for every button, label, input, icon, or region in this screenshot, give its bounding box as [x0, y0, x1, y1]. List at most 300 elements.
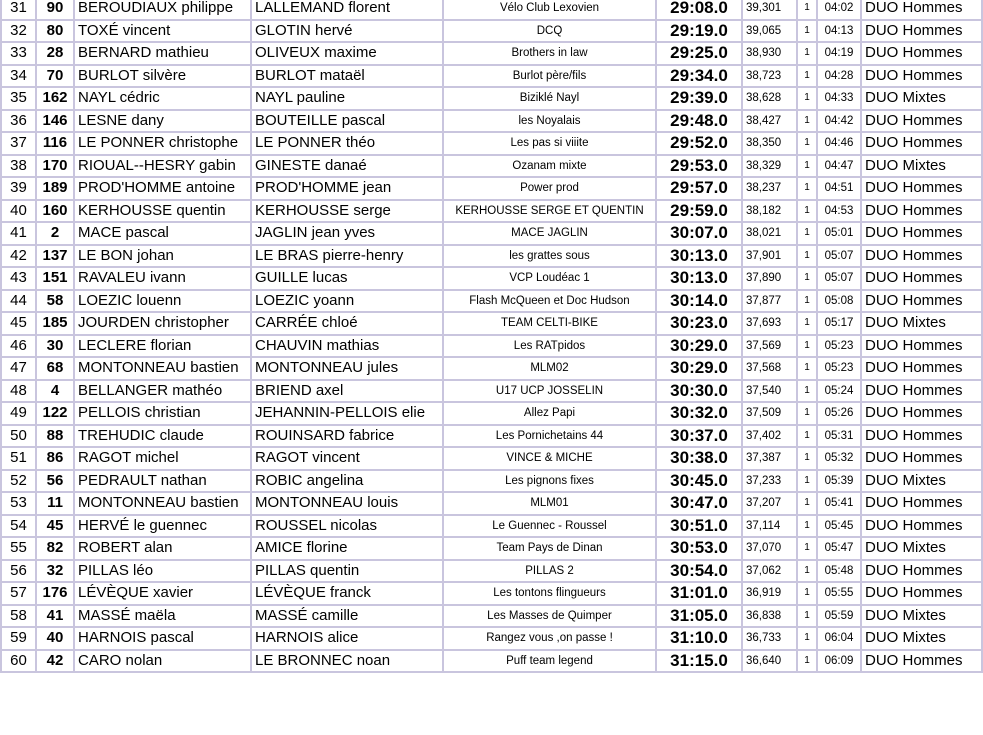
finish-time-cell: 29:25.0	[656, 42, 742, 65]
time-gap-cell: 04:13	[817, 20, 861, 43]
rider-1-name-cell: TREHUDIC claude	[74, 425, 251, 448]
time-gap-cell: 05:17	[817, 312, 861, 335]
count-cell: 1	[797, 267, 817, 290]
rider-1-name-cell: HARNOIS pascal	[74, 627, 251, 650]
bib-number-cell: 146	[36, 110, 74, 133]
time-gap-cell: 06:04	[817, 627, 861, 650]
category-cell: DUO Hommes	[861, 582, 982, 605]
rank-cell: 41	[1, 222, 36, 245]
rider-1-name-cell: TOXÉ vincent	[74, 20, 251, 43]
rank-cell: 49	[1, 402, 36, 425]
finish-time-cell: 29:59.0	[656, 200, 742, 223]
rider-2-name-cell: LÉVÈQUE franck	[251, 582, 443, 605]
rank-cell: 44	[1, 290, 36, 313]
team-name-cell: Allez Papi	[443, 402, 656, 425]
rider-1-name-cell: MONTONNEAU bastien	[74, 492, 251, 515]
time-gap-cell: 05:48	[817, 560, 861, 583]
time-gap-cell: 05:07	[817, 245, 861, 268]
time-gap-cell: 05:39	[817, 470, 861, 493]
team-name-cell: KERHOUSSE SERGE ET QUENTIN	[443, 200, 656, 223]
average-speed-cell: 37,402	[742, 425, 797, 448]
count-cell: 1	[797, 515, 817, 538]
rider-2-name-cell: NAYL pauline	[251, 87, 443, 110]
rider-1-name-cell: LECLERE florian	[74, 335, 251, 358]
finish-time-cell: 29:52.0	[656, 132, 742, 155]
count-cell: 1	[797, 20, 817, 43]
rank-cell: 33	[1, 42, 36, 65]
rider-2-name-cell: OLIVEUX maxime	[251, 42, 443, 65]
team-name-cell: Les pignons fixes	[443, 470, 656, 493]
rider-1-name-cell: BEROUDIAUX philippe	[74, 0, 251, 20]
table-row	[1, 492, 982, 515]
category-cell: DUO Hommes	[861, 290, 982, 313]
time-gap-cell: 05:23	[817, 357, 861, 380]
count-cell: 1	[797, 492, 817, 515]
count-cell: 1	[797, 110, 817, 133]
category-cell: DUO Mixtes	[861, 605, 982, 628]
finish-time-cell: 30:51.0	[656, 515, 742, 538]
table-row	[1, 357, 982, 380]
team-name-cell: Le Guennec - Roussel	[443, 515, 656, 538]
count-cell: 1	[797, 290, 817, 313]
time-gap-cell: 06:09	[817, 650, 861, 673]
bib-number-cell: 32	[36, 560, 74, 583]
category-cell: DUO Hommes	[861, 402, 982, 425]
bib-number-cell: 88	[36, 425, 74, 448]
category-cell: DUO Mixtes	[861, 470, 982, 493]
average-speed-cell: 39,301	[742, 0, 797, 20]
finish-time-cell: 30:45.0	[656, 470, 742, 493]
bib-number-cell: 28	[36, 42, 74, 65]
rank-cell: 36	[1, 110, 36, 133]
rider-1-name-cell: BELLANGER mathéo	[74, 380, 251, 403]
finish-time-cell: 30:53.0	[656, 537, 742, 560]
rider-2-name-cell: CARRÉE chloé	[251, 312, 443, 335]
rider-1-name-cell: PILLAS léo	[74, 560, 251, 583]
count-cell: 1	[797, 222, 817, 245]
finish-time-cell: 30:13.0	[656, 267, 742, 290]
count-cell: 1	[797, 335, 817, 358]
time-gap-cell: 05:08	[817, 290, 861, 313]
category-cell: DUO Mixtes	[861, 627, 982, 650]
category-cell: DUO Hommes	[861, 0, 982, 20]
bib-number-cell: 160	[36, 200, 74, 223]
bib-number-cell: 137	[36, 245, 74, 268]
count-cell: 1	[797, 87, 817, 110]
table-row	[1, 0, 982, 20]
team-name-cell: Biziklé Nayl	[443, 87, 656, 110]
team-name-cell: MLM02	[443, 357, 656, 380]
rank-cell: 34	[1, 65, 36, 88]
team-name-cell: Les Pornichetains 44	[443, 425, 656, 448]
rider-2-name-cell: BRIEND axel	[251, 380, 443, 403]
average-speed-cell: 36,919	[742, 582, 797, 605]
table-row	[1, 42, 982, 65]
rider-1-name-cell: LOEZIC louenn	[74, 290, 251, 313]
bib-number-cell: 45	[36, 515, 74, 538]
finish-time-cell: 30:14.0	[656, 290, 742, 313]
table-row	[1, 290, 982, 313]
average-speed-cell: 36,838	[742, 605, 797, 628]
finish-time-cell: 30:23.0	[656, 312, 742, 335]
bib-number-cell: 189	[36, 177, 74, 200]
average-speed-cell: 38,329	[742, 155, 797, 178]
finish-time-cell: 29:53.0	[656, 155, 742, 178]
rider-2-name-cell: BOUTEILLE pascal	[251, 110, 443, 133]
rider-2-name-cell: MASSÉ camille	[251, 605, 443, 628]
team-name-cell: Flash McQueen et Doc Hudson	[443, 290, 656, 313]
bib-number-cell: 185	[36, 312, 74, 335]
rider-2-name-cell: ROUINSARD fabrice	[251, 425, 443, 448]
time-gap-cell: 04:42	[817, 110, 861, 133]
time-gap-cell: 05:23	[817, 335, 861, 358]
average-speed-cell: 37,568	[742, 357, 797, 380]
average-speed-cell: 37,509	[742, 402, 797, 425]
average-speed-cell: 37,070	[742, 537, 797, 560]
bib-number-cell: 82	[36, 537, 74, 560]
average-speed-cell: 37,693	[742, 312, 797, 335]
rider-2-name-cell: RAGOT vincent	[251, 447, 443, 470]
table-row	[1, 200, 982, 223]
table-row	[1, 132, 982, 155]
count-cell: 1	[797, 425, 817, 448]
average-speed-cell: 39,065	[742, 20, 797, 43]
average-speed-cell: 37,901	[742, 245, 797, 268]
time-gap-cell: 04:19	[817, 42, 861, 65]
count-cell: 1	[797, 447, 817, 470]
category-cell: DUO Hommes	[861, 245, 982, 268]
results-body	[1, 0, 982, 672]
bib-number-cell: 11	[36, 492, 74, 515]
team-name-cell: Ozanam mixte	[443, 155, 656, 178]
average-speed-cell: 37,233	[742, 470, 797, 493]
rank-cell: 55	[1, 537, 36, 560]
count-cell: 1	[797, 132, 817, 155]
table-row	[1, 627, 982, 650]
rank-cell: 40	[1, 200, 36, 223]
table-row	[1, 87, 982, 110]
rider-1-name-cell: MONTONNEAU bastien	[74, 357, 251, 380]
rider-2-name-cell: JEHANNIN-PELLOIS elie	[251, 402, 443, 425]
rider-2-name-cell: ROUSSEL nicolas	[251, 515, 443, 538]
rider-1-name-cell: PEDRAULT nathan	[74, 470, 251, 493]
rider-1-name-cell: ROBERT alan	[74, 537, 251, 560]
time-gap-cell: 05:45	[817, 515, 861, 538]
table-row	[1, 312, 982, 335]
count-cell: 1	[797, 627, 817, 650]
team-name-cell: Puff team legend	[443, 650, 656, 673]
time-gap-cell: 05:32	[817, 447, 861, 470]
team-name-cell: Rangez vous ,on passe !	[443, 627, 656, 650]
table-row	[1, 560, 982, 583]
finish-time-cell: 29:57.0	[656, 177, 742, 200]
bib-number-cell: 90	[36, 0, 74, 20]
rider-1-name-cell: PROD'HOMME antoine	[74, 177, 251, 200]
average-speed-cell: 37,540	[742, 380, 797, 403]
count-cell: 1	[797, 380, 817, 403]
average-speed-cell: 38,723	[742, 65, 797, 88]
category-cell: DUO Mixtes	[861, 312, 982, 335]
rider-2-name-cell: HARNOIS alice	[251, 627, 443, 650]
time-gap-cell: 04:33	[817, 87, 861, 110]
rider-1-name-cell: RAGOT michel	[74, 447, 251, 470]
rider-1-name-cell: MACE pascal	[74, 222, 251, 245]
table-row	[1, 447, 982, 470]
bib-number-cell: 162	[36, 87, 74, 110]
category-cell: DUO Hommes	[861, 492, 982, 515]
time-gap-cell: 05:24	[817, 380, 861, 403]
average-speed-cell: 37,569	[742, 335, 797, 358]
rank-cell: 60	[1, 650, 36, 673]
count-cell: 1	[797, 470, 817, 493]
time-gap-cell: 05:47	[817, 537, 861, 560]
rider-2-name-cell: LE BRONNEC noan	[251, 650, 443, 673]
category-cell: DUO Mixtes	[861, 537, 982, 560]
team-name-cell: Burlot père/fils	[443, 65, 656, 88]
rank-cell: 45	[1, 312, 36, 335]
rank-cell: 32	[1, 20, 36, 43]
category-cell: DUO Hommes	[861, 42, 982, 65]
category-cell: DUO Hommes	[861, 447, 982, 470]
team-name-cell: MLM01	[443, 492, 656, 515]
count-cell: 1	[797, 200, 817, 223]
bib-number-cell: 122	[36, 402, 74, 425]
category-cell: DUO Hommes	[861, 177, 982, 200]
rider-1-name-cell: LÉVÈQUE xavier	[74, 582, 251, 605]
team-name-cell: les grattes sous	[443, 245, 656, 268]
rider-2-name-cell: CHAUVIN mathias	[251, 335, 443, 358]
team-name-cell: Brothers in law	[443, 42, 656, 65]
rider-2-name-cell: GINESTE danaé	[251, 155, 443, 178]
finish-time-cell: 30:38.0	[656, 447, 742, 470]
table-row	[1, 402, 982, 425]
rank-cell: 35	[1, 87, 36, 110]
time-gap-cell: 04:51	[817, 177, 861, 200]
count-cell: 1	[797, 155, 817, 178]
bib-number-cell: 56	[36, 470, 74, 493]
count-cell: 1	[797, 650, 817, 673]
bib-number-cell: 151	[36, 267, 74, 290]
rank-cell: 38	[1, 155, 36, 178]
average-speed-cell: 38,021	[742, 222, 797, 245]
category-cell: DUO Hommes	[861, 20, 982, 43]
team-name-cell: DCQ	[443, 20, 656, 43]
finish-time-cell: 29:19.0	[656, 20, 742, 43]
rider-1-name-cell: LESNE dany	[74, 110, 251, 133]
average-speed-cell: 38,237	[742, 177, 797, 200]
rider-2-name-cell: KERHOUSSE serge	[251, 200, 443, 223]
time-gap-cell: 05:55	[817, 582, 861, 605]
bib-number-cell: 2	[36, 222, 74, 245]
count-cell: 1	[797, 605, 817, 628]
time-gap-cell: 04:28	[817, 65, 861, 88]
bib-number-cell: 80	[36, 20, 74, 43]
rider-2-name-cell: PILLAS quentin	[251, 560, 443, 583]
time-gap-cell: 04:02	[817, 0, 861, 20]
rider-1-name-cell: MASSÉ maëla	[74, 605, 251, 628]
rank-cell: 42	[1, 245, 36, 268]
category-cell: DUO Hommes	[861, 65, 982, 88]
rider-1-name-cell: RAVALEU ivann	[74, 267, 251, 290]
rank-cell: 59	[1, 627, 36, 650]
bib-number-cell: 40	[36, 627, 74, 650]
rider-2-name-cell: MONTONNEAU louis	[251, 492, 443, 515]
finish-time-cell: 29:48.0	[656, 110, 742, 133]
rank-cell: 39	[1, 177, 36, 200]
category-cell: DUO Hommes	[861, 425, 982, 448]
team-name-cell: Les tontons flingueurs	[443, 582, 656, 605]
rank-cell: 54	[1, 515, 36, 538]
average-speed-cell: 37,890	[742, 267, 797, 290]
rider-2-name-cell: BURLOT mataël	[251, 65, 443, 88]
rider-2-name-cell: LE PONNER théo	[251, 132, 443, 155]
bib-number-cell: 4	[36, 380, 74, 403]
team-name-cell: Les RATpidos	[443, 335, 656, 358]
count-cell: 1	[797, 357, 817, 380]
average-speed-cell: 37,207	[742, 492, 797, 515]
finish-time-cell: 30:47.0	[656, 492, 742, 515]
count-cell: 1	[797, 42, 817, 65]
team-name-cell: MACE JAGLIN	[443, 222, 656, 245]
time-gap-cell: 04:53	[817, 200, 861, 223]
category-cell: DUO Hommes	[861, 560, 982, 583]
finish-time-cell: 31:15.0	[656, 650, 742, 673]
rider-1-name-cell: JOURDEN christopher	[74, 312, 251, 335]
category-cell: DUO Mixtes	[861, 155, 982, 178]
table-row	[1, 605, 982, 628]
finish-time-cell: 30:29.0	[656, 357, 742, 380]
rider-1-name-cell: PELLOIS christian	[74, 402, 251, 425]
bib-number-cell: 86	[36, 447, 74, 470]
average-speed-cell: 36,733	[742, 627, 797, 650]
average-speed-cell: 38,350	[742, 132, 797, 155]
category-cell: DUO Hommes	[861, 357, 982, 380]
count-cell: 1	[797, 537, 817, 560]
finish-time-cell: 31:10.0	[656, 627, 742, 650]
rider-2-name-cell: LE BRAS pierre-henry	[251, 245, 443, 268]
table-row	[1, 267, 982, 290]
average-speed-cell: 36,640	[742, 650, 797, 673]
table-row	[1, 335, 982, 358]
time-gap-cell: 05:31	[817, 425, 861, 448]
time-gap-cell: 05:41	[817, 492, 861, 515]
team-name-cell: VINCE & MICHE	[443, 447, 656, 470]
rank-cell: 57	[1, 582, 36, 605]
rider-1-name-cell: LE PONNER christophe	[74, 132, 251, 155]
rider-2-name-cell: LALLEMAND florent	[251, 0, 443, 20]
rider-2-name-cell: ROBIC angelina	[251, 470, 443, 493]
rider-1-name-cell: LE BON johan	[74, 245, 251, 268]
rider-2-name-cell: MONTONNEAU jules	[251, 357, 443, 380]
rank-cell: 50	[1, 425, 36, 448]
average-speed-cell: 38,182	[742, 200, 797, 223]
table-row	[1, 470, 982, 493]
count-cell: 1	[797, 65, 817, 88]
team-name-cell: les Noyalais	[443, 110, 656, 133]
rank-cell: 47	[1, 357, 36, 380]
table-row	[1, 537, 982, 560]
finish-time-cell: 30:30.0	[656, 380, 742, 403]
rider-2-name-cell: PROD'HOMME jean	[251, 177, 443, 200]
time-gap-cell: 05:01	[817, 222, 861, 245]
time-gap-cell: 04:46	[817, 132, 861, 155]
table-row	[1, 515, 982, 538]
count-cell: 1	[797, 177, 817, 200]
finish-time-cell: 29:39.0	[656, 87, 742, 110]
count-cell: 1	[797, 0, 817, 20]
count-cell: 1	[797, 402, 817, 425]
bib-number-cell: 70	[36, 65, 74, 88]
team-name-cell: TEAM CELTI-BIKE	[443, 312, 656, 335]
rider-2-name-cell: JAGLIN jean yves	[251, 222, 443, 245]
time-gap-cell: 05:26	[817, 402, 861, 425]
rider-1-name-cell: CARO nolan	[74, 650, 251, 673]
table-row	[1, 245, 982, 268]
table-row	[1, 65, 982, 88]
bib-number-cell: 42	[36, 650, 74, 673]
bib-number-cell: 68	[36, 357, 74, 380]
finish-time-cell: 29:34.0	[656, 65, 742, 88]
category-cell: DUO Mixtes	[861, 87, 982, 110]
rider-1-name-cell: NAYL cédric	[74, 87, 251, 110]
bib-number-cell: 30	[36, 335, 74, 358]
rank-cell: 43	[1, 267, 36, 290]
bib-number-cell: 41	[36, 605, 74, 628]
bib-number-cell: 170	[36, 155, 74, 178]
table-row	[1, 380, 982, 403]
finish-time-cell: 30:13.0	[656, 245, 742, 268]
rider-2-name-cell: AMICE florine	[251, 537, 443, 560]
finish-time-cell: 30:32.0	[656, 402, 742, 425]
category-cell: DUO Hommes	[861, 132, 982, 155]
rank-cell: 46	[1, 335, 36, 358]
category-cell: DUO Hommes	[861, 267, 982, 290]
rank-cell: 52	[1, 470, 36, 493]
table-row	[1, 650, 982, 673]
table-row	[1, 177, 982, 200]
team-name-cell: Team Pays de Dinan	[443, 537, 656, 560]
team-name-cell: VCP Loudéac 1	[443, 267, 656, 290]
rider-1-name-cell: KERHOUSSE quentin	[74, 200, 251, 223]
rider-1-name-cell: RIOUAL--HESRY gabin	[74, 155, 251, 178]
finish-time-cell: 31:01.0	[656, 582, 742, 605]
average-speed-cell: 38,427	[742, 110, 797, 133]
category-cell: DUO Hommes	[861, 222, 982, 245]
category-cell: DUO Hommes	[861, 200, 982, 223]
category-cell: DUO Hommes	[861, 515, 982, 538]
table-row	[1, 155, 982, 178]
finish-time-cell: 30:29.0	[656, 335, 742, 358]
category-cell: DUO Hommes	[861, 110, 982, 133]
finish-time-cell: 30:37.0	[656, 425, 742, 448]
finish-time-cell: 30:07.0	[656, 222, 742, 245]
rank-cell: 48	[1, 380, 36, 403]
team-name-cell: Power prod	[443, 177, 656, 200]
time-gap-cell: 05:07	[817, 267, 861, 290]
category-cell: DUO Hommes	[861, 380, 982, 403]
average-speed-cell: 38,930	[742, 42, 797, 65]
team-name-cell: PILLAS 2	[443, 560, 656, 583]
count-cell: 1	[797, 312, 817, 335]
time-gap-cell: 05:59	[817, 605, 861, 628]
rank-cell: 58	[1, 605, 36, 628]
average-speed-cell: 38,628	[742, 87, 797, 110]
category-cell: DUO Hommes	[861, 650, 982, 673]
rank-cell: 37	[1, 132, 36, 155]
average-speed-cell: 37,877	[742, 290, 797, 313]
table-row	[1, 110, 982, 133]
team-name-cell: Vélo Club Lexovien	[443, 0, 656, 20]
